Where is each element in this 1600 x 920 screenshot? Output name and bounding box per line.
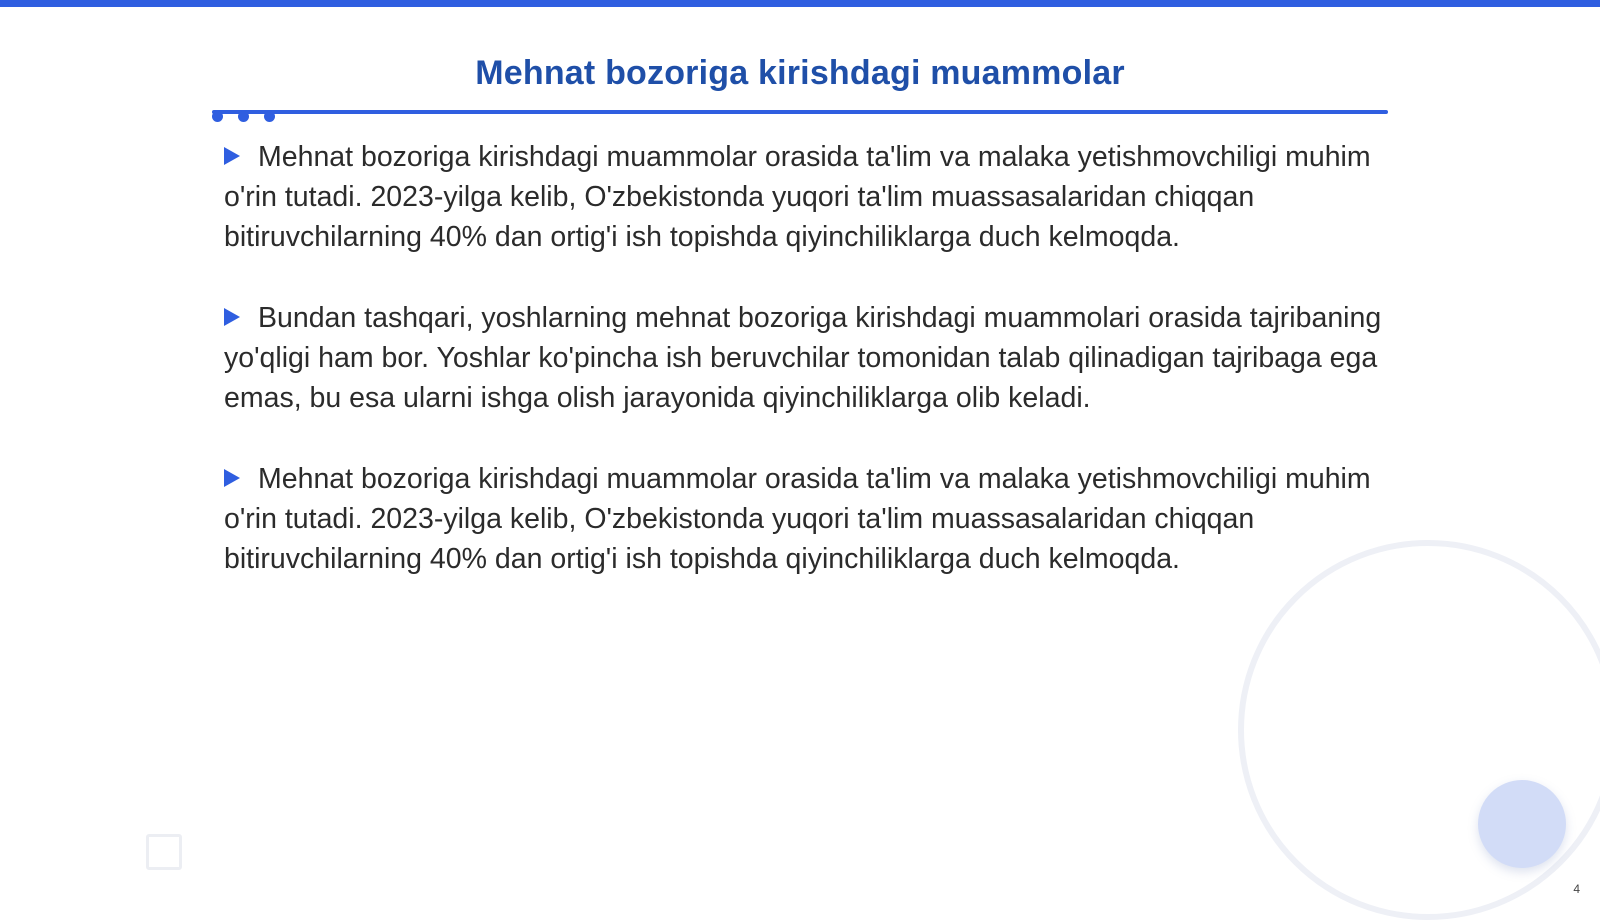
slide-title: Mehnat bozoriga kirishdagi muammolar (475, 54, 1125, 92)
underline-dot (212, 111, 223, 122)
page-number: 4 (1573, 882, 1580, 896)
bullet-text: Mehnat bozoriga kirishdagi muammolar orasida ta'lim va malaka yetishmovchiligi muhim o'rin tutadi. 2023-yilga kelib, O'zbekistonda yuqori ta'lim muassasalaridan chiqqan bitiruvchilarning 40% dan ortig'i ish topishda qiyinchiliklarga duch kelmoqda. (224, 141, 1371, 253)
top-accent-bar (0, 0, 1600, 7)
underline-dot (238, 111, 249, 122)
bullet-item (224, 137, 1384, 257)
triangle-right-icon (224, 308, 240, 326)
bullet-text: Bundan tashqari, yoshlarning mehnat bozoriga kirishdagi muammolari orasida tajribaning yo'qligi ham bor. Yoshlar ko'pincha ish beruvchilar tomonidan talab qilinadigan tajribaga ega emas, bu esa ularni ishga olish jarayonida qiyinchiliklarga olib keladi. (224, 302, 1382, 414)
bullet-text: Mehnat bozoriga kirishdagi muammolar orasida ta'lim va malaka yetishmovchiligi muhim o'rin tutadi. 2023-yilga kelib, O'zbekistonda yuqori ta'lim muassasalaridan chiqqan bitiruvchilarning 40% dan ortig'i ish topishda qiyinchiliklarga duch kelmoqda. (224, 463, 1371, 575)
decorative-ring (1238, 540, 1600, 920)
underline-dot (264, 111, 275, 122)
decorative-circle (1478, 780, 1566, 868)
decorative-square (146, 834, 182, 870)
title-underline (212, 110, 1388, 114)
triangle-right-icon (224, 469, 240, 487)
triangle-right-icon (224, 147, 240, 165)
bullet-item (224, 298, 1384, 418)
bullet-item (224, 459, 1384, 579)
bullet-list (224, 137, 1384, 620)
